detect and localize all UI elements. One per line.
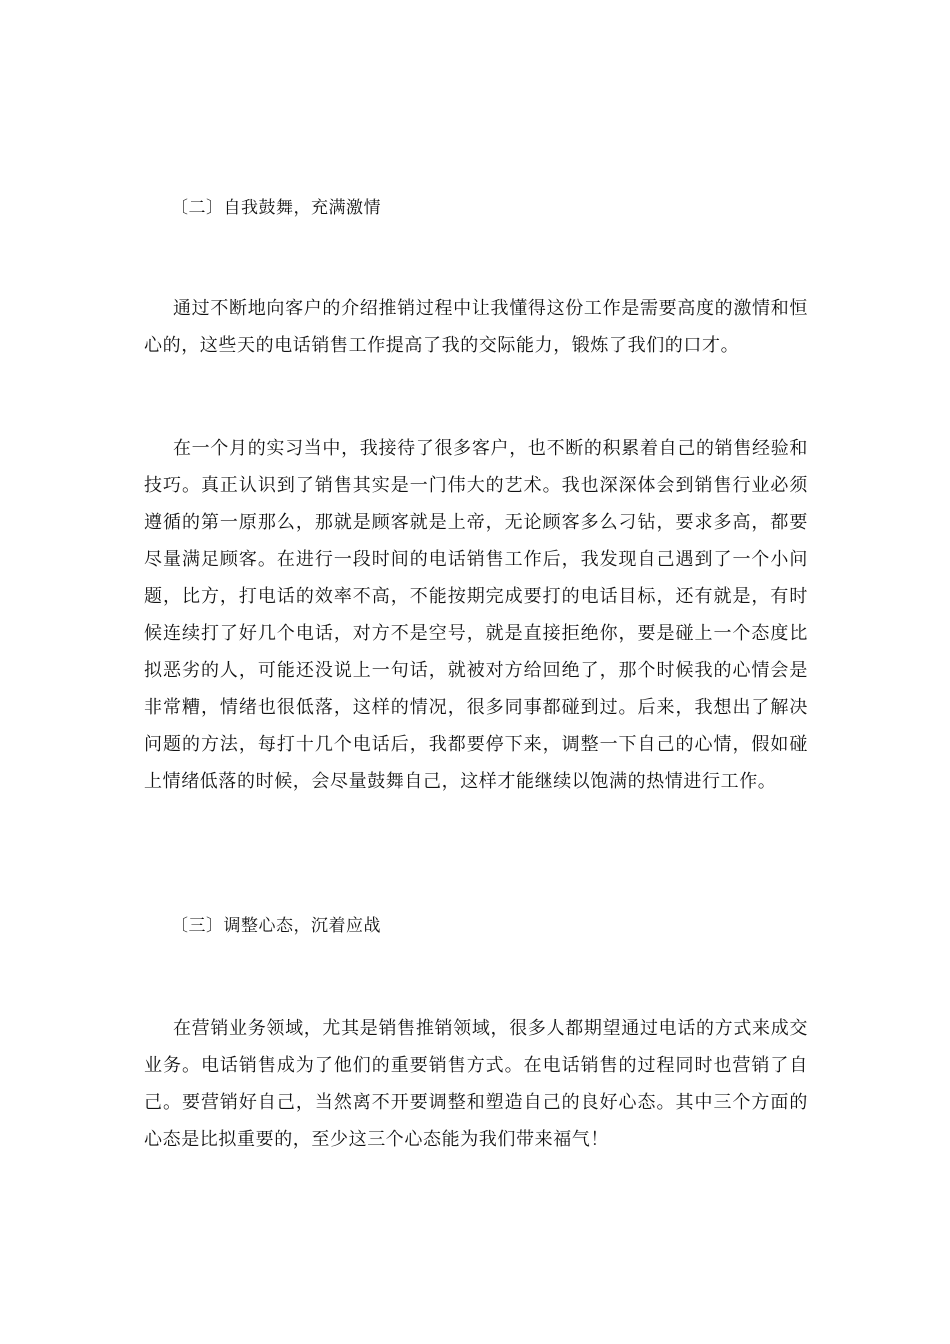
section-heading-3: 〔三〕调整心态，沉着应战 xyxy=(171,916,381,936)
paragraph-2-2: 在一个月的实习当中，我接待了很多客户，也不断的积累着自己的销售经验和技巧。真正认识到了销售其实是一门伟大的艺术。我也深深体会到销售行业必须遵循的第一原那么，那就是顾客就是上帝，无论顾客多么刁钻，要求多高，都要尽量满足顾客。在进行一段时间的电话销售工作后，我发现自己遇到了一个小问题，比方，打电话的效率不高，不能按期完成要打的电话目标，还有就是，有时候连续打了好几个电话，对方不是空号，就是直接拒绝你，要是碰上一个态度比拟恶劣的人，可能还没说上一句话，就被对方给回绝了，那个时候我的心情会是非常糟，情绪也很低落，这样的情况，很多同事都碰到过。后来，我想出了解决问题的方法，每打十几个电话后，我都要停下来，调整一下自己的心情，假如碰上情绪低落的时候，会尽量鼓舞自己，这样才能继续以饱满的热情进行工作。 xyxy=(144,438,808,792)
paragraph-2-1: 通过不断地向客户的介绍推销过程中让我懂得这份工作是需要高度的激情和恒心的，这些天的电话销售工作提高了我的交际能力，锻炼了我们的口才。 xyxy=(144,298,808,356)
section-heading-2: 〔二〕自我鼓舞，充满激情 xyxy=(171,198,381,218)
paragraph-3-1: 在营销业务领域，尤其是销售推销领域，很多人都期望通过电话的方式来成交业务。电话销售成为了他们的重要销售方式。在电话销售的过程同时也营销了自己。要营销好自己，当然离不开要调整和塑造自己的良好心态。其中三个方面的心态是比拟重要的，至少这三个心态能为我们带来福气！ xyxy=(144,1018,808,1150)
